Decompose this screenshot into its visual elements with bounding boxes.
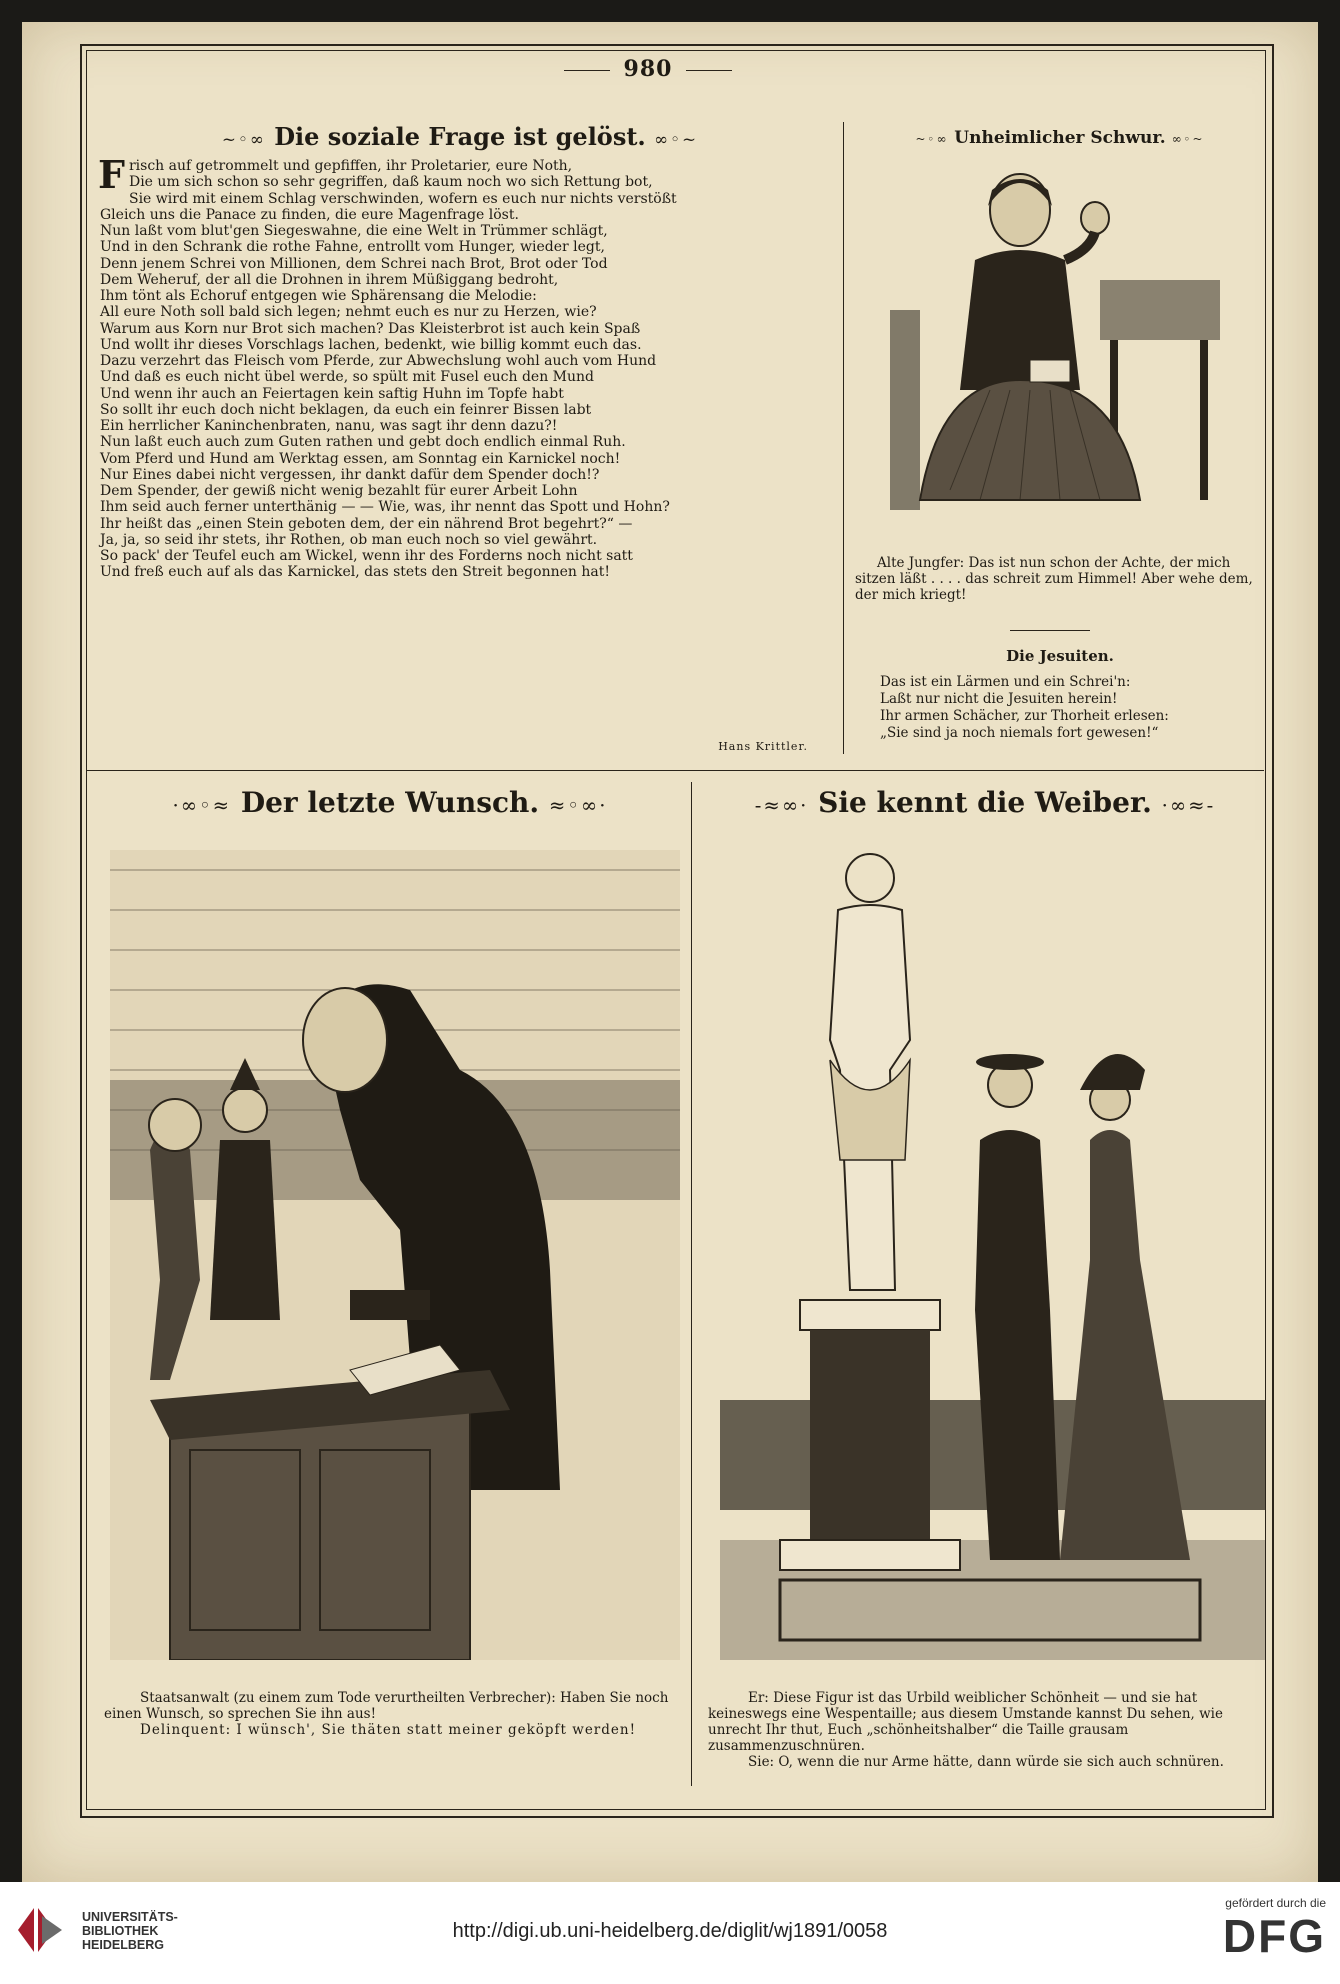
- jesuiten-verse: [880, 674, 1270, 742]
- poem-line: Und wenn ihr auch an Feiertagen kein saftig Huhn im Topfe habt: [100, 385, 564, 402]
- dfg-logo-text: DFG: [1222, 1910, 1326, 1962]
- funded-by-label: gefördert durch die: [1225, 1896, 1326, 1910]
- poem-line: Ja, ja, so seid ihr stets, ihr Rothen, ob man euch noch so viel gewährt.: [100, 531, 598, 548]
- library-name: UNIVERSITÄTS- BIBLIOTHEK HEIDELBERG: [82, 1910, 178, 1952]
- caption-wunsch-2: Delinquent: I wünsch', Sie thäten statt meiner geköpft werden!: [140, 1722, 637, 1738]
- cartoon-title-weiber: -≈∞· Sie kennt die Weiber. ·∞≈-: [754, 786, 1216, 819]
- poem-line: Gleich uns die Panace zu finden, die eure Magenfrage löst.: [100, 206, 519, 223]
- poem-line: Und in den Schrank die rothe Fahne, entrollt vom Hunger, wieder legt,: [100, 239, 605, 256]
- poem-line: Warum aus Korn nur Brot sich machen? Das Kleisterbrot ist auch kein Spaß: [100, 320, 641, 337]
- poem-line: Nun laßt euch auch zum Guten rathen und gebt doch endlich einmal Ruh.: [100, 434, 626, 451]
- verse-line: Das ist ein Lärmen und ein Schrei'n:: [880, 674, 1131, 690]
- poem-author: Hans Krittler.: [718, 740, 808, 753]
- poem-line: Und daß es euch nicht übel werde, so spült mit Fusel euch den Mund: [100, 369, 594, 386]
- poem-line: Ein herrlicher Kaninchenbraten, nanu, was sagt ihr denn dazu?!: [100, 418, 558, 434]
- poem-line: Vom Pferd und Hund am Werktag essen, am Sonntag ein Karnickel noch!: [100, 450, 621, 467]
- illustration-old-maid: [880, 160, 1240, 520]
- poem-dropcap: F: [98, 152, 125, 197]
- poem-line: Ihr heißt das „einen Stein geboten dem, der ein nährend Brot begehrt?“ —: [100, 515, 633, 532]
- poem-line: Dazu verzehrt das Fleisch vom Pferde, zur Abwechslung wohl auch vom Hund: [100, 353, 657, 369]
- permalink-url[interactable]: http://digi.ub.uni-heidelberg.de/diglit/wj1891/0058: [452, 1920, 888, 1942]
- illustration-statue: [720, 840, 1265, 1660]
- caption-old-maid: Alte Jungfer: Das ist nun schon der Achte, der mich sitzen läßt . . . . das schreit zum Himmel! Aber wehe dem, der mich kriegt!: [855, 555, 1253, 603]
- poem-line: All eure Noth soll bald sich legen; nehmt euch es nur zu Herzen, wie?: [100, 304, 597, 321]
- poem-body: [98, 152, 820, 581]
- poem-line: Nun laßt vom blut'gen Siegeswahne, die eine Welt in Trümmer schlägt,: [100, 223, 608, 239]
- verse-line: „Sie sind ja noch niemals fort gewesen!“: [880, 725, 1159, 741]
- section-divider: [86, 770, 1264, 771]
- column-divider-bottom: [691, 782, 692, 1786]
- short-divider: [1010, 630, 1090, 631]
- footer-bar: [0, 1882, 1340, 1984]
- poem-title: ~◦∞ Die soziale Frage ist gelöst. ∞◦~: [221, 122, 699, 151]
- poem-line: Ihm seid auch ferner unterthänig — — Wie, was, ihr nennt das Spott und Hohn?: [100, 499, 670, 516]
- poem-line: Ihm tönt als Echoruf entgegen wie Sphärensang die Melodie:: [100, 288, 537, 304]
- poem-line: Die um sich schon so sehr gegriffen, daß kaum noch wo sich Rettung bot,: [128, 174, 653, 191]
- verse-line: Ihr armen Schächer, zur Thorheit erlesen:: [880, 708, 1169, 724]
- poem-line: So pack' der Teufel euch am Wickel, wenn ihr des Forderns noch nicht satt: [100, 548, 633, 564]
- poem-line: Sie wird mit einem Schlag verschwinden, wofern es euch nur nichts verstößt: [128, 190, 677, 207]
- caption-weiber: [708, 1690, 1268, 1770]
- funder-logo[interactable]: [1166, 1896, 1326, 1962]
- poem-line: Und wollt ihr dieses Vorschlags lachen, bedenkt, wie billig kommt euch das.: [100, 336, 642, 353]
- cartoon-title-schwur: ~◦∞ Unheimlicher Schwur. ∞◦~: [915, 128, 1205, 148]
- jesuiten-title: Die Jesuiten.: [1006, 647, 1114, 665]
- poem-line: Denn jenem Schrei von Millionen, dem Schrei nach Brot, Brot oder Tod: [100, 255, 608, 272]
- illustration-courtroom: [110, 850, 680, 1660]
- caption-weiber-2: Sie: O, wenn die nur Arme hätte, dann würde sie sich auch schnüren.: [748, 1754, 1224, 1770]
- poem-line: Dem Spender, der gewiß nicht wenig bezahlt für eurer Arbeit Lohn: [100, 483, 578, 499]
- poem-line: Und freß euch auf als das Karnickel, das stets den Streit begonnen hat!: [100, 564, 610, 581]
- caption-weiber-1: Er: Diese Figur ist das Urbild weiblicher Schönheit — und sie hat keineswegs eine Wespentaille; aus diesem Umstande kannst Du sehen, wie unrecht Ihr thut, Euch „schönheitshalber“ die Taille grausam zusammenzuschnüren.: [708, 1690, 1223, 1754]
- caption-wunsch: [104, 1690, 682, 1738]
- poem-line: Dem Weheruf, der all die Drohnen in ihrem Müßiggang bedroht,: [100, 271, 559, 288]
- page-number: 980: [0, 56, 1296, 82]
- caption-wunsch-1: Staatsanwalt (zu einem zum Tode verurtheilten Verbrecher): Haben Sie noch einen Wunsch, so sprechen Sie ihn aus!: [104, 1690, 669, 1722]
- verse-line: Laßt nur nicht die Jesuiten herein!: [880, 691, 1118, 707]
- column-divider-top: [843, 122, 844, 754]
- cartoon-title-wunsch: ·∞◦≈ Der letzte Wunsch. ≈◦∞·: [172, 786, 608, 819]
- poem-line: Nur Eines dabei nicht vergessen, ihr dankt dafür dem Spender doch!?: [100, 466, 600, 483]
- poem-line: risch auf getrommelt und gepfiffen, ihr Proletarier, eure Noth,: [128, 158, 573, 174]
- poem-line: So sollt ihr euch doch nicht beklagen, da euch ein feinrer Bissen labt: [100, 401, 592, 418]
